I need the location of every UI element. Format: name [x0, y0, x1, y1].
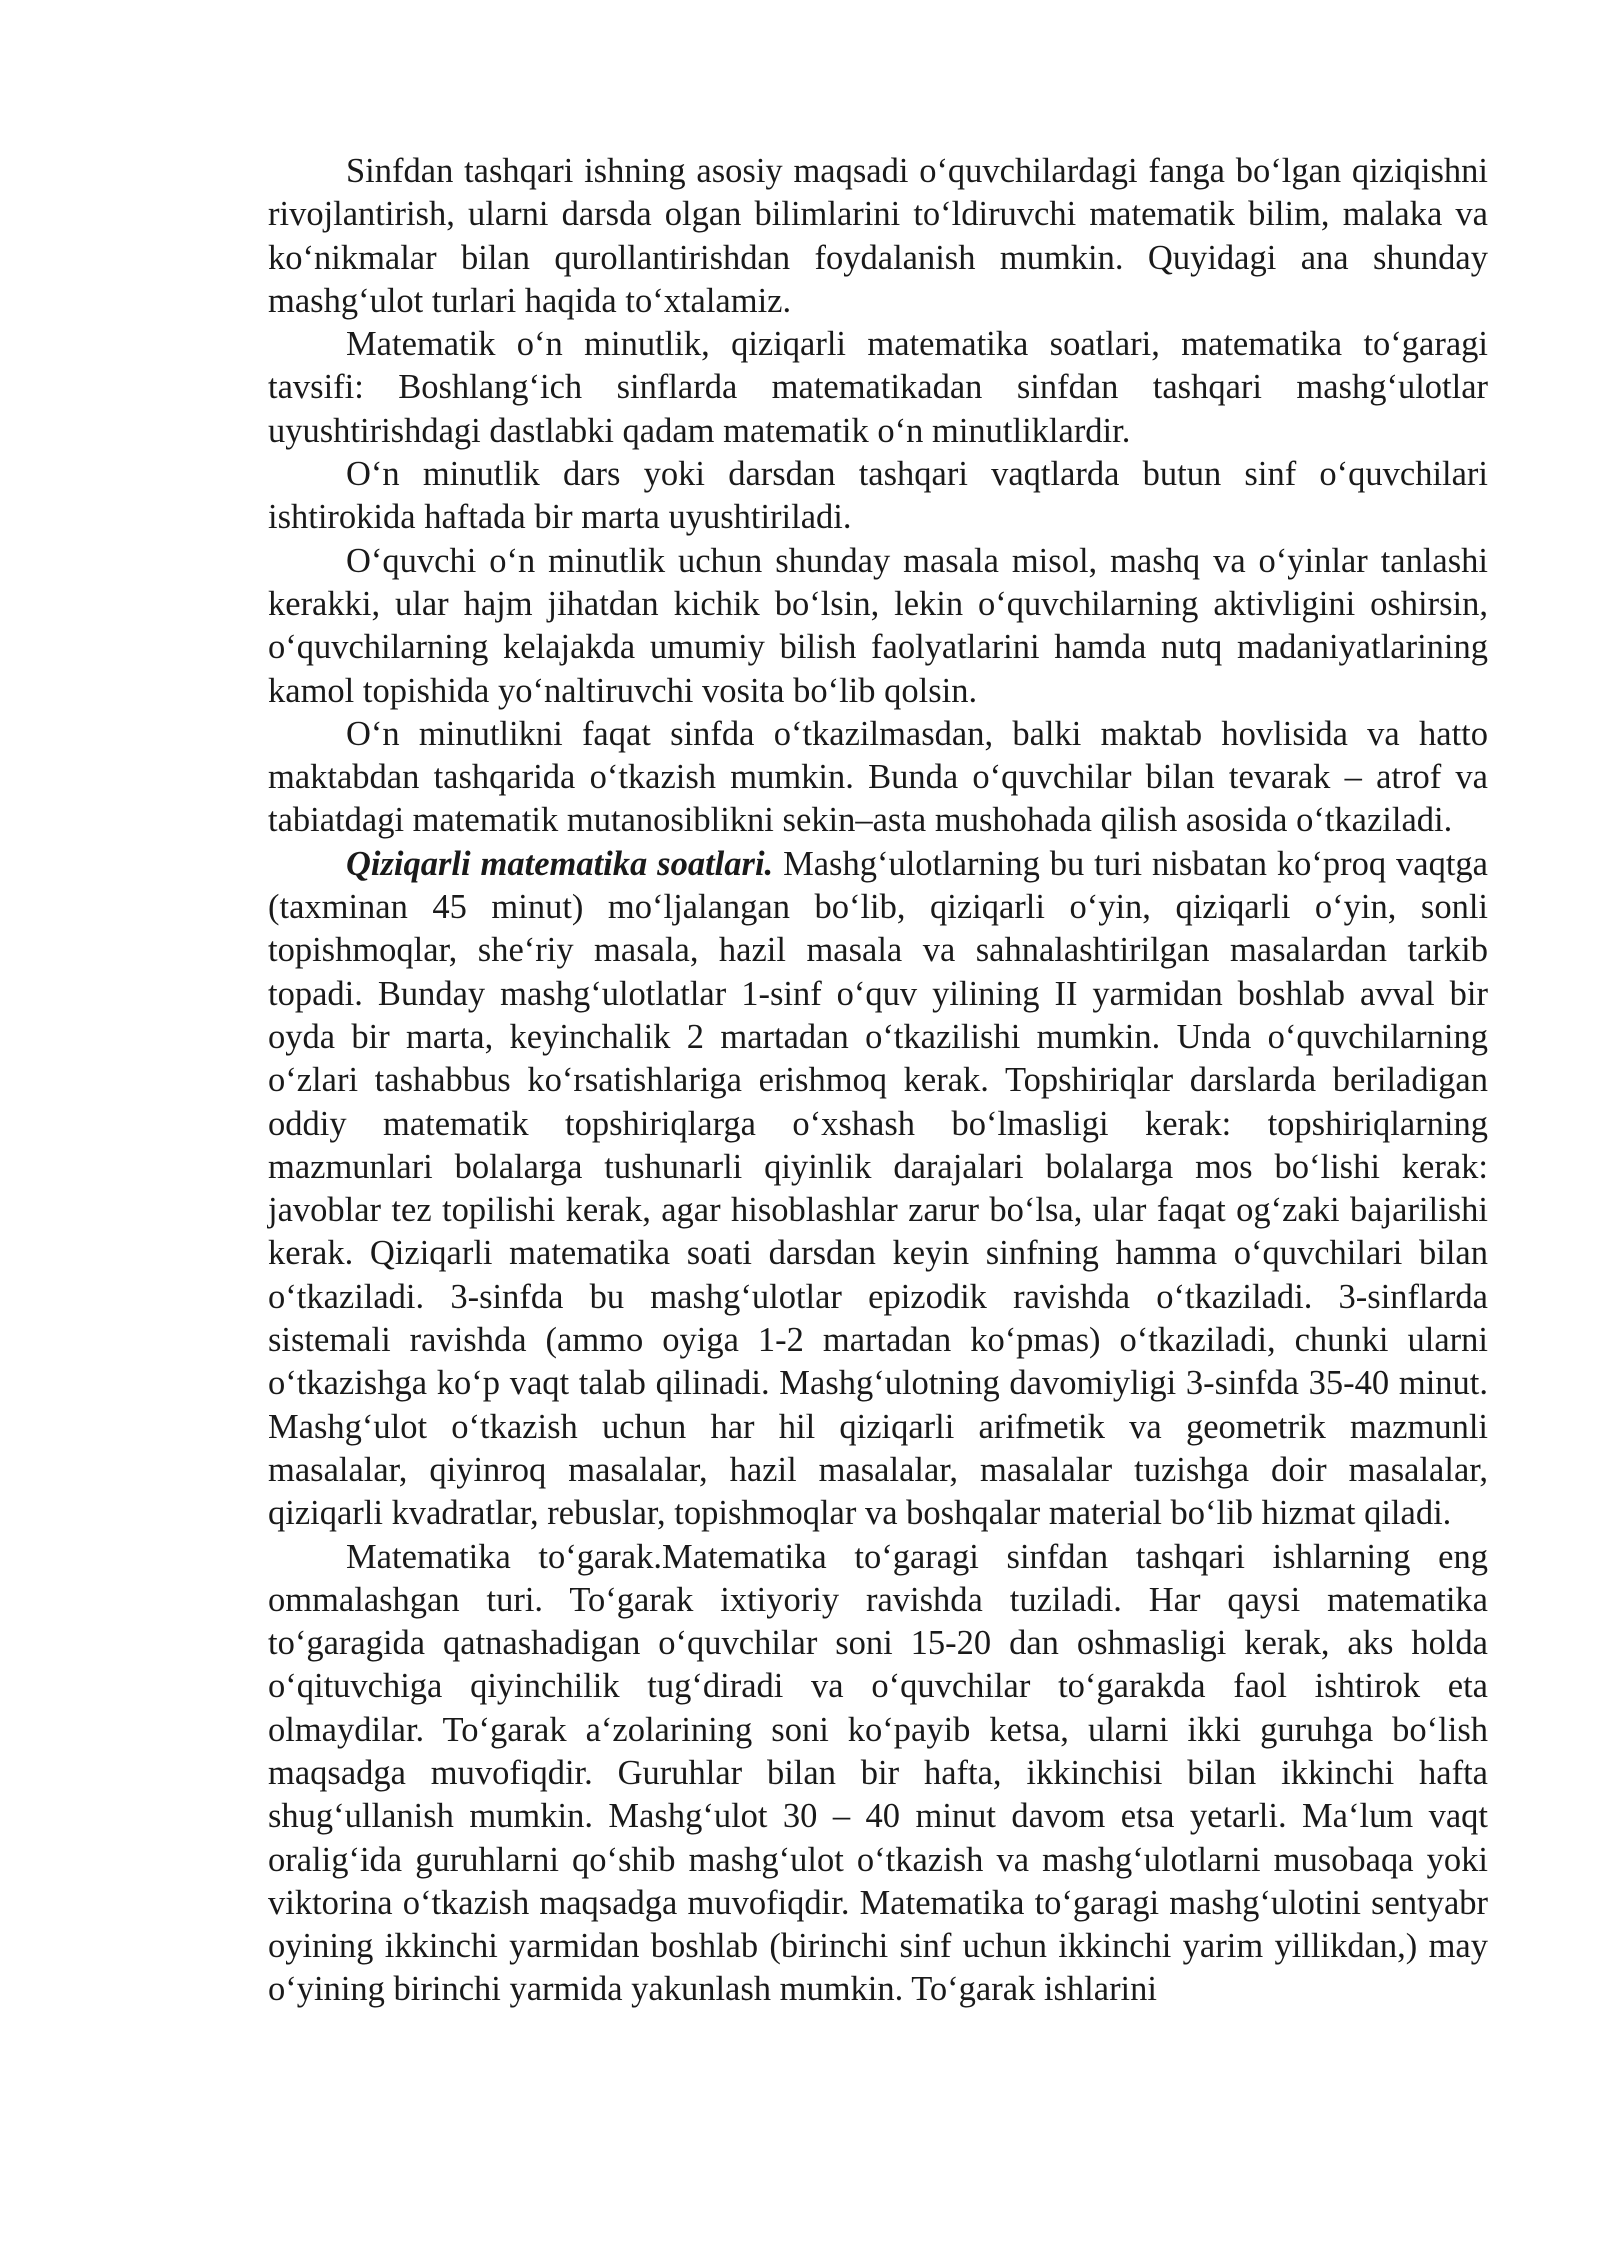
paragraph-on-minutlik-tavsifi: Matematik o‘n minutlik, qiziqarli matematika soatlari, matematika to‘garagi tavsifi: Boshlang‘ich sinflarda matematikadan sinfdan tashqari mashg‘ulotlar uyushtirishdagi dastlabki qadam matematik o‘n minutliklardir. — [268, 325, 1488, 450]
paragraph-maqsad: Sinfdan tashqari ishning asosiy maqsadi o‘quvchilardagi fanga bo‘lgan qiziqishni rivojlantirish, ularni darsda olgan bilimlarini to‘ldiruvchi matematik bilim, malaka va ko‘nikmalar bilan qurollantirishdan foydalanish mumkin. Quyidagi ana shunday mashg‘ulot turlari haqida to‘xtalamiz. — [268, 152, 1488, 320]
paragraph-oquvchi-tanlashi: O‘quvchi o‘n minutlik uchun shunday masala misol, mashq va o‘yinlar tanlashi kerakki, ular hajm jihatdan kichik bo‘lsin, lekin o‘quvchilarning aktivligini oshirsin, o‘quvchilarning kelajakda umumiy bilish faolyatlarini hamda nutq madaniyatlarining kamol topishida yo‘naltiruvchi vosita bo‘lib qolsin. — [268, 541, 1488, 710]
paragraph-qiziqarli-soatlar-text: Mashg‘ulotlarning bu turi nisbatan ko‘proq vaqtga (taxminan 45 minut) mo‘ljalangan bo‘lib, qiziqarli o‘yin, qiziqarli o‘yin, sonli topishmoqlar, she‘riy masala, hazil masala va sahnalashtirilgan masalardan tarkib topadi. Bunday mashg‘ulotlatlar 1-sinf o‘quv yilining II yarmidan boshlab avval bir oyda bir marta, keyinchalik 2 martadan o‘tkazilishi mumkin. Unda o‘quvchilarning o‘zlari tashabbus ko‘rsatishlariga erishmoq kerak. Topshiriqlar darslarda beriladigan oddiy matematik topshiriqlarga o‘xshash bo‘lmasligi kerak: topshiriqlarning mazmunlari bolalarga tushunarli qiyinlik darajalari bolalarga mos bo‘lishi kerak: javoblar tez topilishi kerak, agar hisoblashlar zarur bo‘lsa, ular faqat og‘zaki bajarilishi kerak. Qiziqarli matematika soati darsdan keyin sinfning hamma o‘quvchilari bilan o‘tkaziladi. 3-sinfda bu mashg‘ulotlar epizodik ravishda o‘tkaziladi. 3-sinflarda sistemali ravishda (ammo oyiga 1-2 martadan ko‘pmas) o‘tkaziladi, chunki ularni o‘tkazishga ko‘p vaqt talab qilinadi. Mashg‘ulotning davomiyligi 3-sinfda 35-40 minut. Mashg‘ulot o‘tkazish uchun har hil qiziqarli arifmetik va geometrik mazmunli masalalar, qiyinroq masalalar, hazil masalalar, masalalar tuzishga doir masalalar, qiziqarli kvadratlar, rebuslar, topishmoqlar va boshqalar material bo‘lib hizmat qiladi. — [268, 844, 1488, 1533]
paragraph-on-minutlik-joyi: O‘n minutlikni faqat sinfda o‘tkazilmasdan, balki maktab hovlisida va hatto maktabdan tashqarida o‘tkazish mumkin. Bunda o‘quvchilar bilan tevarak – atrof va tabiatdagi matematik mutanosiblikni sekin–asta mushohada qilish asosida o‘tkaziladi. — [268, 714, 1488, 840]
paragraph-qiziqarli-soatlar — [268, 843, 1488, 1536]
section-heading-qiziqarli-soatlar: Qiziqarli matematika soatlari. — [346, 844, 774, 883]
document-page — [268, 150, 1488, 2012]
paragraph-matematika-togarak: Matematika to‘garak.Matematika to‘garagi sinfdan tashqari ishlarning eng ommalashgan turi. To‘garak ixtiyoriy ravishda tuziladi. Har qaysi matematika to‘garagida qatnashadigan o‘quvchilar soni 15-20 dan oshmasligi kerak, aks holda o‘qituvchiga qiyinchilik tug‘diradi va o‘quvchilar to‘garakda faol ishtirok eta olmaydilar. To‘garak a‘zolarining soni ko‘payib ketsa, ularni ikki guruhga bo‘lish maqsadga muvofiqdir. Guruhlar bilan bir hafta, ikkinchisi bilan ikkinchi hafta shug‘ullanish mumkin. Mashg‘ulot 30 – 40 minut davom etsa yetarli. Ma‘lum vaqt oralig‘ida guruhlarni qo‘shib mashg‘ulot o‘tkazish va mashg‘ulotlarni musobaqa yoki viktorina o‘tkazish maqsadga muvofiqdir. Matematika to‘garagi mashg‘ulotini sentyabr oyining ikkinchi yarmidan boshlab (birinchi sinf uchun ikkinchi yarim yillikdan,) may o‘yining birinchi yarmida yakunlash mumkin. To‘garak ishlarini — [268, 1537, 1488, 2009]
paragraph-on-minutlik-dars: O‘n minutlik dars yoki darsdan tashqari vaqtlarda butun sinf o‘quvchilari ishtirokida haftada bir marta uyushtiriladi. — [268, 455, 1488, 537]
